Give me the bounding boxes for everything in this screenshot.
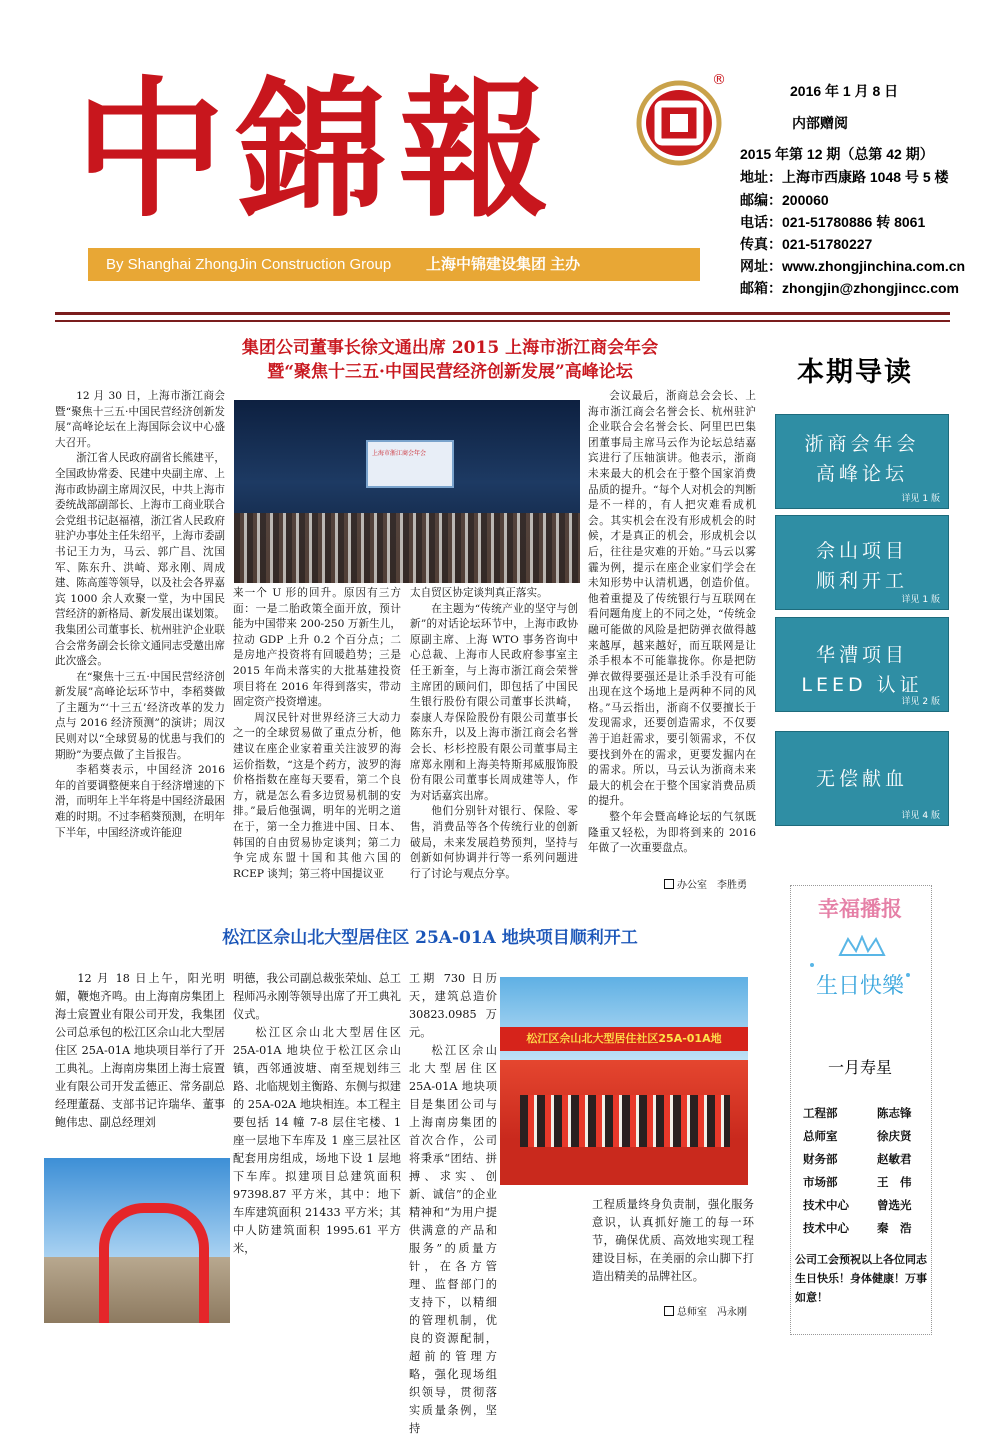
- article2-column-3: 工期 730 日历天，建筑总造价 30823.0985 万元。 松江区佘山北大型居住区 25A-01A 地块项目是集团公司与上海南房集团的首次合作，公司将秉承“团结、拼搏、求实、创新、诚信”的企业精神和“为用户提供满意的产品和服务”的质量方针，在各方管理、监督部门的支持下，以精细的管理机制，优良的资源配制，超前的管理方略，强化现场组织领导，贯彻落实质量条例，坚持: [409, 972, 497, 1435]
- registered-mark: ®: [712, 72, 726, 88]
- stage-screen: 上海市浙江商会年会: [366, 440, 454, 488]
- fax: 传真：021-51780227: [740, 236, 873, 252]
- divider: [55, 320, 950, 322]
- article2-photo-ceremony: [500, 977, 748, 1185]
- issue-date: 2016 年 1 月 8 日: [790, 83, 899, 99]
- birthday-wish: 公司工会预祝以上各位同志生日快乐！身体健康！万事如意！: [795, 1253, 927, 1304]
- divider: [55, 312, 950, 315]
- article2-photo-arch: [44, 1158, 230, 1323]
- article2-column-4: 工程质量终身负责制，强化服务意识，认真抓好施工的每一环节，确保优质、高效地实现工程建设目标，在美丽的佘山脚下打造出精美的品牌社区。: [592, 1198, 754, 1283]
- square-icon: [664, 879, 674, 889]
- sponsor-line: 上海中锦建设集团 主办: [426, 256, 581, 273]
- article2-credit: 总师室 冯永刚: [664, 1303, 747, 1318]
- guide-item-blood-donation[interactable]: 无偿献血 详见 4 版: [775, 731, 949, 826]
- article1-column-1: 12 月 30 日，上海市浙江商会暨“聚焦十三五·中国民营经济创新发展”高峰论坛在上海国际会议中心盛大召开。 浙江省人民政府副省长熊建平，全国政协常委、民建中央副主席、上海市政协副主席周汉民，中共上海市委统战部副部长、上海市工商业联合会党组书记赵福禧，浙江省人民政府驻沪办事处主任朱绍平，上海市委副书记王力为，马云、郭广昌、沈国军、陈东升、洪崎、郑永刚、周成建、陈高莲等领导，以及社会各界嘉宾 1000 余人欢聚一堂，为中国民营经济的新格局、新发展出谋划策。我集团公司董事长、杭州驻沪企业联合会常务副会长徐文通同志受邀出席此次盛会。 在“聚焦十三五·中国民营经济创新发展”高峰论坛环节中，李稻葵做了主题为“‘十三五’经济改革的发力点与 2016 经济预测”的演讲；周汉民则对以“全球贸易的忧患与我们的期盼”为要点做了主旨报告。 李稻葵表示，中国经济 2016 年的首要调整便来自于经济增速的下滑，而明年上半年将是中国经济最困难的时期。不过李稻葵预测，在明年下半年，中国经济或许能迎: [55, 390, 225, 839]
- group-logo-icon: [636, 80, 722, 166]
- guide-item-sheshan[interactable]: 佘山项目 顺利开工 详见 1 版: [775, 515, 949, 610]
- postcode: 邮编：200060: [740, 192, 829, 208]
- guide-item-huacao[interactable]: 华漕项目 LEED 认证 详见 2 版: [775, 617, 949, 712]
- circulation: 内部赠阅: [792, 115, 848, 131]
- address: 地址：上海市西康路 1048 号 5 楼: [740, 169, 949, 185]
- masthead-title: 中錦報: [75, 62, 562, 238]
- inflatable-arch: [99, 1203, 209, 1323]
- masthead-bar: [88, 248, 700, 281]
- article1-column-2: 来一个 U 形的回升。原因有三方面：一是二胎政策全面开放，预计能为中国带来 200-250 万新生儿，拉动 GDP 上升 0.2 个百分点；二是房地产投资将有回暖趋势；三是 2015 年尚未落实的大批基建投资项目将在 2016 年得到落实，带动固定资产投资增速。 周汉民针对世界经济三大动力之一的全球贸易做了重点分析，他建议在座企业家着重关注波罗的海运价指数，“这是个药方，波罗的海价格指数在座每天要看，第二个良方，就是怎么看多边贸易机制的安排。”最后他强调，明年的光明之道在于，第一全力推进中国、日本、韩国的自由贸易协定谈判；第二力争完成东盟十国和其他六国的 RCEP 谈判；第三将中国提议亚: [233, 587, 401, 880]
- article1-photo: [234, 400, 580, 583]
- phone: 电话：021-51780886 转 8061: [740, 214, 926, 230]
- guide-item-zheshang[interactable]: 浙商会年会 高峰论坛 详见 1 版: [775, 414, 949, 509]
- article1-column-3: 太自贸区协定谈判真正落实。 在主题为“传统产业的坚守与创新”的对话论坛环节中，上海市政协原副主席、上海 WTO 事务咨询中心总裁、上海市人民政府参事室主任王新奎，与上海市浙江商会荣誉主席团的顾问们，即包括了中国民生银行股份有限公司董事长洪崎，泰康人寿保险股份有限公司董事长陈东升，以及上海市浙江商会名誉会长、杉杉控股有限公司董事局主席郑永刚和上海美特斯邦威服饰股份有限公司董事长周成建等人，作为对话嘉宾出席。 他们分别针对银行、保险、零售，消费品等各个传统行业的创新破局，未来发展趋势预判，坚持与创新如何协调并行等一系列问题进行了讨论与观点分享。: [410, 587, 578, 880]
- audience: [234, 513, 580, 583]
- birthday-list: 工程部 陈志锋 总师室 徐庆贤 财务部 赵敏君 市场部 王 伟 技术中心 曾选光 技术中心 秦 浩: [803, 1106, 912, 1235]
- article2-column-1: 12 月 18 日上午，阳光明媚，鞭炮齐鸣。由上海南房集团上海士宸置业有限公司开发，我集团公司总承包的松江区佘山北大型居住区 25A-01A 地块项目举行了开工典礼。上海南房集团上海士宸置业有限公司开发孟德正、常务副总经理董磊、支部书记许瑞华、董事鲍伟忠、副总经理刘: [55, 972, 225, 1129]
- article2-column-2: 明德，我公司副总裁张荣灿、总工程师冯永刚等领导出席了开工典礼仪式。 松江区佘山北大型居住区 25A-01A 地块位于松江区佘山镇，西邻通波塘、南至规划纬三路、北临规划主衡路、东侧与拟建的 25A-02A 地块相连。本工程主要包括 14 幢 7-8 层住宅楼、1 座一层地下车库及 1 座三层社区配套用房组成，场地下设 1 层地下车库。拟建项目总建筑面积 97398.87 平方米，其中：地下车库建筑面积 21433 平方米；其中人防建筑面积 1995.61 平方米，: [233, 972, 401, 1255]
- website[interactable]: 网址：www.zhongjinchina.com.cn: [740, 258, 966, 274]
- ribbon-cutting-guests: [520, 1095, 730, 1147]
- article2-headline: 松江区佘山北大型居住区 25A-01A 地块项目顺利开工: [222, 928, 638, 948]
- email[interactable]: 邮箱：zhongjin@zhongjincc.com: [740, 280, 959, 296]
- square-icon: [664, 1306, 674, 1316]
- svg-text:生日快樂: 生日快樂: [815, 974, 905, 999]
- article1-headline: 集团公司董事长徐文通出席 2015 上海市浙江商会年会 暨“聚焦十三五·中国民营经济创新发展”高峰论坛: [241, 338, 659, 382]
- birthday-subtitle: 一月寿星: [827, 1058, 892, 1077]
- issue-number: 2015 年第 12 期（总第 42 期）: [740, 146, 934, 162]
- ceremony-banner: 松江区佘山北大型居住社区25A-01A地: [500, 1027, 748, 1051]
- by-line: By Shanghai ZhongJin Construction Group: [106, 256, 392, 273]
- article1-credit: 办公室 李胜勇: [664, 876, 747, 891]
- guide-title: 本期导读: [797, 357, 913, 388]
- article1-column-4: 会议最后，浙商总会会长、上海市浙江商会名誉会长、杭州驻沪企业联合会名誉会长、阿里巴巴集团董事局主席马云作为论坛总结嘉宾进行了压轴演讲。他表示，浙商未来最大的机会在于整个国家消费品质的提升。“每个人对机会的判断是不一样的，有人把灾难看成机会。其实机会在没有形成机会的时候，才是真正的机会，形成机会以后，往往是灾难的开始。”马云以雾霾为例，提示在座企业家们学会在未知形势中认清机遇，创造价值。他着重提及了传统银行与互联网在看问题角度上的不同之处，“传统金融可能做的风险是把防弹衣做得越来越厚，越来越好，而互联网是让杀手根本不可能靠拢你。你是把防弹衣做得要强还是让杀手没有可能出现在这个场地上是两种不同的风格。”马云指出，浙商不仅要擅长于发现需求，还要创造需求，不仅要善于追赶需求，要引领需求，不仅要找到外在的需求，更要发掘内在的需求。所以，马云认为浙商未来最大的机会在于整个国家消费品质的提升。 整个年会暨高峰论坛的气氛既隆重又轻松，为即将到来的 2016 年做了一次重要盘点。: [588, 390, 756, 855]
- birthday-crown-icon: [800, 935, 920, 1010]
- birthday-title: 幸福播报: [818, 896, 902, 921]
